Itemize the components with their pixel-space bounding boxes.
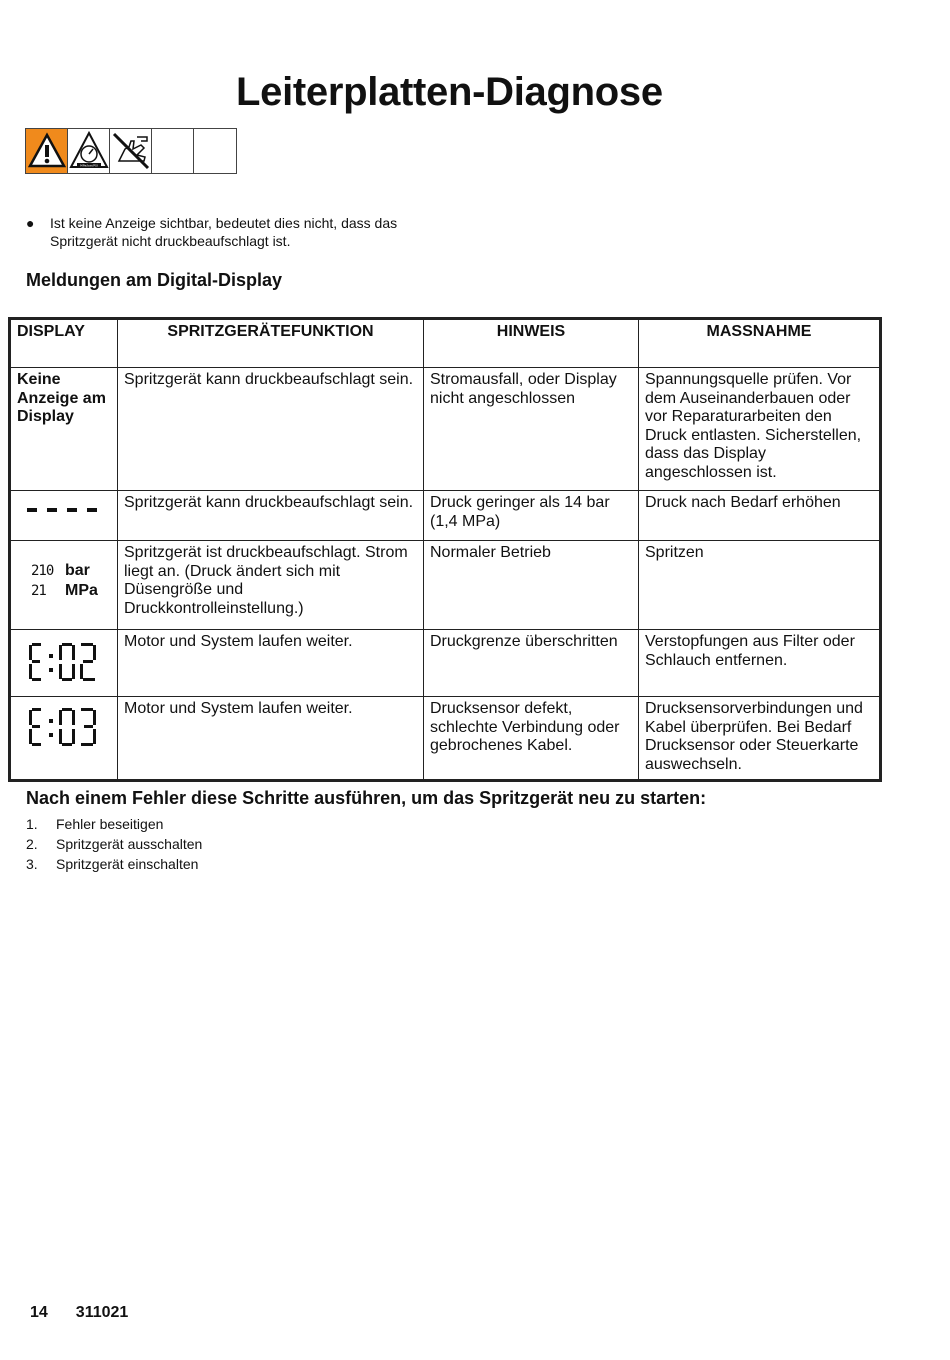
- header-display: DISPLAY: [10, 319, 118, 368]
- pressure-gauge-icon: [68, 129, 110, 173]
- funktion-cell: Motor und System laufen weiter.: [118, 697, 424, 781]
- restart-heading: Nach einem Fehler diese Schritte ausführen, um das Spritzgerät neu zu starten:: [26, 788, 707, 808]
- display-messages-table: [8, 317, 882, 782]
- step-text: Spritzgerät einschalten: [56, 856, 199, 872]
- page-title: Leiterplatten-Diagnose: [236, 70, 663, 114]
- hinweis-cell: Stromausfall, oder Display nicht angeschlossen: [424, 368, 639, 491]
- readout-bar-unit: bar: [65, 562, 90, 579]
- funktion-cell: Spritzgerät ist druckbeaufschlagt. Strom liegt an. (Druck ändert sich mit Düsengröße und Druckkontrolleinstellung.): [118, 541, 424, 630]
- step-number: 2.: [26, 836, 38, 852]
- hinweis-cell: Druckgrenze überschritten: [424, 630, 639, 697]
- safety-icon-strip: [25, 128, 237, 174]
- restart-steps: [26, 814, 202, 874]
- step-text: Fehler beseitigen: [56, 816, 164, 832]
- step-number: 3.: [26, 856, 38, 872]
- display-cell: [10, 697, 118, 781]
- funktion-cell: Spritzgerät kann druckbeaufschlagt sein.: [118, 368, 424, 491]
- massnahme-cell: Spannungsquelle prüfen. Vor dem Auseinanderbauen oder vor Reparaturarbeiten den Druck entlasten. Sicherstellen, dass das Display angeschlossen ist.: [639, 368, 881, 491]
- table-row: [10, 368, 881, 491]
- display-cell: [10, 630, 118, 697]
- display-cell: Keine Anzeige am Display: [10, 368, 118, 491]
- page-footer: [30, 1304, 128, 1322]
- funktion-cell: Spritzgerät kann druckbeaufschlagt sein.: [118, 491, 424, 541]
- no-hand-icon: [110, 129, 152, 173]
- table-row: [10, 541, 881, 630]
- hinweis-cell: Drucksensor defekt, schlechte Verbindung oder gebrochenes Kabel.: [424, 697, 639, 781]
- display-cell: [10, 541, 118, 630]
- dashes-display: [17, 494, 111, 512]
- section-heading: Meldungen am Digital-Display: [26, 270, 283, 290]
- table-row: [10, 697, 881, 781]
- massnahme-cell: Spritzen: [639, 541, 881, 630]
- header-massnahme: MASSNAHME: [639, 319, 881, 368]
- hinweis-cell: Druck geringer als 14 bar (1,4 MPa): [424, 491, 639, 541]
- pressure-gauge-badge: MPa/bar/PSI: [79, 163, 98, 168]
- table-row: [10, 630, 881, 697]
- error-e02-display: [27, 641, 107, 685]
- warning-triangle-icon: [26, 129, 68, 173]
- massnahme-cell: Druck nach Bedarf erhöhen: [639, 491, 881, 541]
- empty-icon-slot: [194, 129, 236, 173]
- readout-mpa-value: 21: [31, 582, 46, 599]
- massnahme-cell: Drucksensorverbindungen und Kabel überprüfen. Bei Bedarf Drucksensor oder Steuerkarte auswechseln.: [639, 697, 881, 781]
- note-bullet: [26, 214, 446, 250]
- step-number: 1.: [26, 816, 38, 832]
- page-number: 14: [30, 1304, 48, 1321]
- table-row: [10, 491, 881, 541]
- error-e03-display: [27, 706, 107, 750]
- list-item: [26, 814, 202, 834]
- document-number: 311021: [75, 1304, 129, 1321]
- bullet-icon: ●: [26, 215, 35, 231]
- step-text: Spritzgerät ausschalten: [56, 836, 203, 852]
- display-cell: [10, 491, 118, 541]
- empty-icon-slot: [152, 129, 194, 173]
- header-funktion: SPRITZGERÄTEFUNKTION: [118, 319, 424, 368]
- massnahme-cell: Verstopfungen aus Filter oder Schlauch entfernen.: [639, 630, 881, 697]
- header-hinweis: HINWEIS: [424, 319, 639, 368]
- funktion-cell: Motor und System laufen weiter.: [118, 630, 424, 697]
- note-text: Ist keine Anzeige sichtbar, bedeutet dies nicht, dass das Spritzgerät nicht druckbeaufschlagt ist.: [50, 215, 398, 249]
- hinweis-cell: Normaler Betrieb: [424, 541, 639, 630]
- table-header-row: [10, 319, 881, 368]
- list-item: [26, 834, 202, 854]
- pressure-readout: [17, 544, 111, 600]
- readout-bar-value: 210: [31, 563, 54, 579]
- list-item: [26, 854, 202, 874]
- readout-mpa-unit: MPa: [65, 581, 98, 599]
